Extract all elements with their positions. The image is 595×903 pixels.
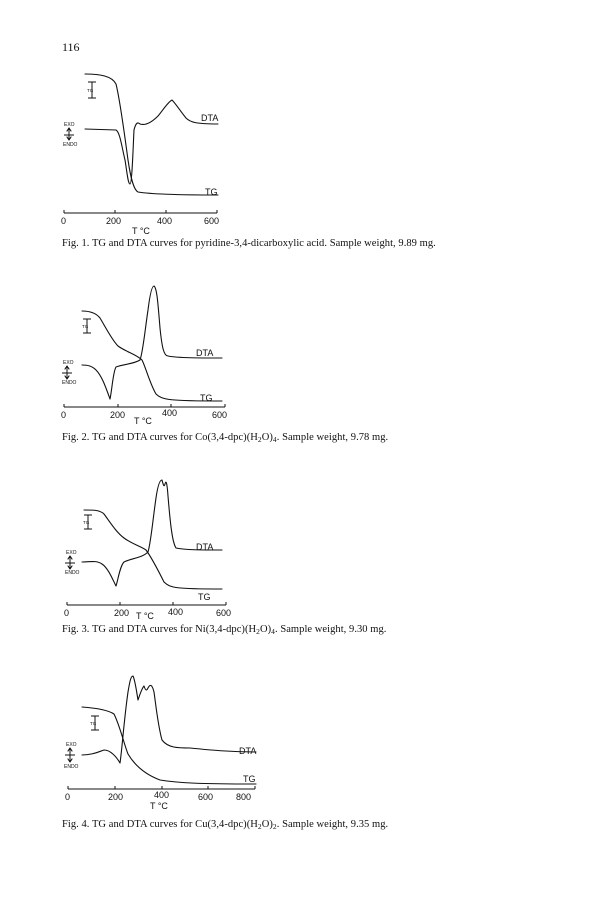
tick-label: 400	[154, 790, 170, 800]
tick-label: 600	[204, 216, 220, 226]
figure-1	[0, 60, 595, 260]
figure-4-caption: Fig. 4. TG and DTA curves for $Cu(3,4-dpc)(H_2O)_2$. Sample weight, 9.35 mg.	[62, 819, 389, 831]
figure-4-plot	[0, 670, 595, 825]
tg-curve-label: TG	[198, 592, 211, 602]
figure-2-caption: Fig. 2. TG and DTA curves for $Co(3,4-dpc)(H_2O)_4$. Sample weight, 9.78 mg.	[62, 432, 389, 444]
axis-unit: T °C	[134, 416, 152, 426]
exo-endo-indicator	[62, 360, 77, 386]
dta-curve	[82, 676, 256, 763]
tg-curve-label: TG	[205, 187, 218, 197]
dta-curve-label: DTA	[196, 348, 214, 358]
dta-curve-label: DTA	[196, 542, 214, 552]
tick-label: 400	[157, 216, 173, 226]
dta-curve-label: DTA	[201, 113, 219, 123]
tg-scale-label: TG	[83, 520, 90, 525]
tg-scale-marker	[82, 319, 91, 333]
axis-unit: T °C	[136, 611, 154, 621]
tick-label: 0	[61, 410, 67, 420]
tick-label: 200	[110, 410, 126, 420]
tick-label: 400	[168, 607, 184, 617]
tick-label: 600	[216, 608, 232, 618]
tg-curve	[85, 74, 218, 195]
dta-curve-label: DTA	[239, 746, 257, 756]
exo-label: EXO	[63, 360, 74, 366]
dta-curve	[82, 286, 222, 399]
tick-label: 200	[108, 792, 124, 802]
endo-label: ENDO	[63, 142, 78, 148]
tick-label: 600	[212, 410, 228, 420]
tick-label: 200	[114, 608, 130, 618]
exo-endo-indicator	[64, 742, 79, 770]
tg-curve-label: TG	[243, 774, 256, 784]
tg-scale-marker	[83, 515, 92, 529]
tick-label: 0	[65, 792, 71, 802]
figure-2	[0, 280, 595, 455]
tick-label: 400	[162, 408, 178, 418]
figure-3-plot	[0, 470, 595, 635]
axis-unit: T °C	[150, 801, 168, 811]
tg-scale-marker	[90, 716, 99, 730]
tg-curve-label: TG	[200, 393, 213, 403]
exo-label: EXO	[64, 122, 75, 128]
endo-label: ENDO	[65, 570, 80, 576]
figure-1-caption: Fig. 1. TG and DTA curves for pyridine-3,4-dicarboxylic acid. Sample weight, 9.89 mg.	[62, 238, 436, 249]
endo-label: ENDO	[64, 764, 79, 770]
axis-unit: T °C	[132, 226, 150, 236]
exo-endo-indicator	[65, 550, 80, 576]
tick-label: 600	[198, 792, 214, 802]
tg-scale-label: TG	[90, 721, 97, 726]
figure-4	[0, 670, 595, 840]
figure-1-plot	[0, 60, 595, 250]
tick-label: 200	[106, 216, 122, 226]
exo-label: EXO	[66, 742, 77, 748]
endo-label: ENDO	[62, 380, 77, 386]
tick-label: 800	[236, 792, 252, 802]
page-number: 116	[62, 40, 80, 54]
tg-scale-marker	[87, 82, 96, 98]
tg-scale-label: TG	[82, 324, 89, 329]
tick-label: 0	[61, 216, 67, 226]
figure-2-plot	[0, 280, 595, 445]
exo-endo-indicator	[63, 122, 78, 148]
dta-curve	[82, 480, 222, 586]
exo-label: EXO	[66, 550, 77, 556]
figure-3	[0, 470, 595, 645]
tg-scale-label: TG	[87, 88, 94, 93]
tick-label: 0	[64, 608, 70, 618]
dta-curve	[85, 100, 218, 184]
figure-3-caption: Fig. 3. TG and DTA curves for $Ni(3,4-dpc)(H_2O)_4$. Sample weight, 9.30 mg.	[62, 624, 387, 636]
